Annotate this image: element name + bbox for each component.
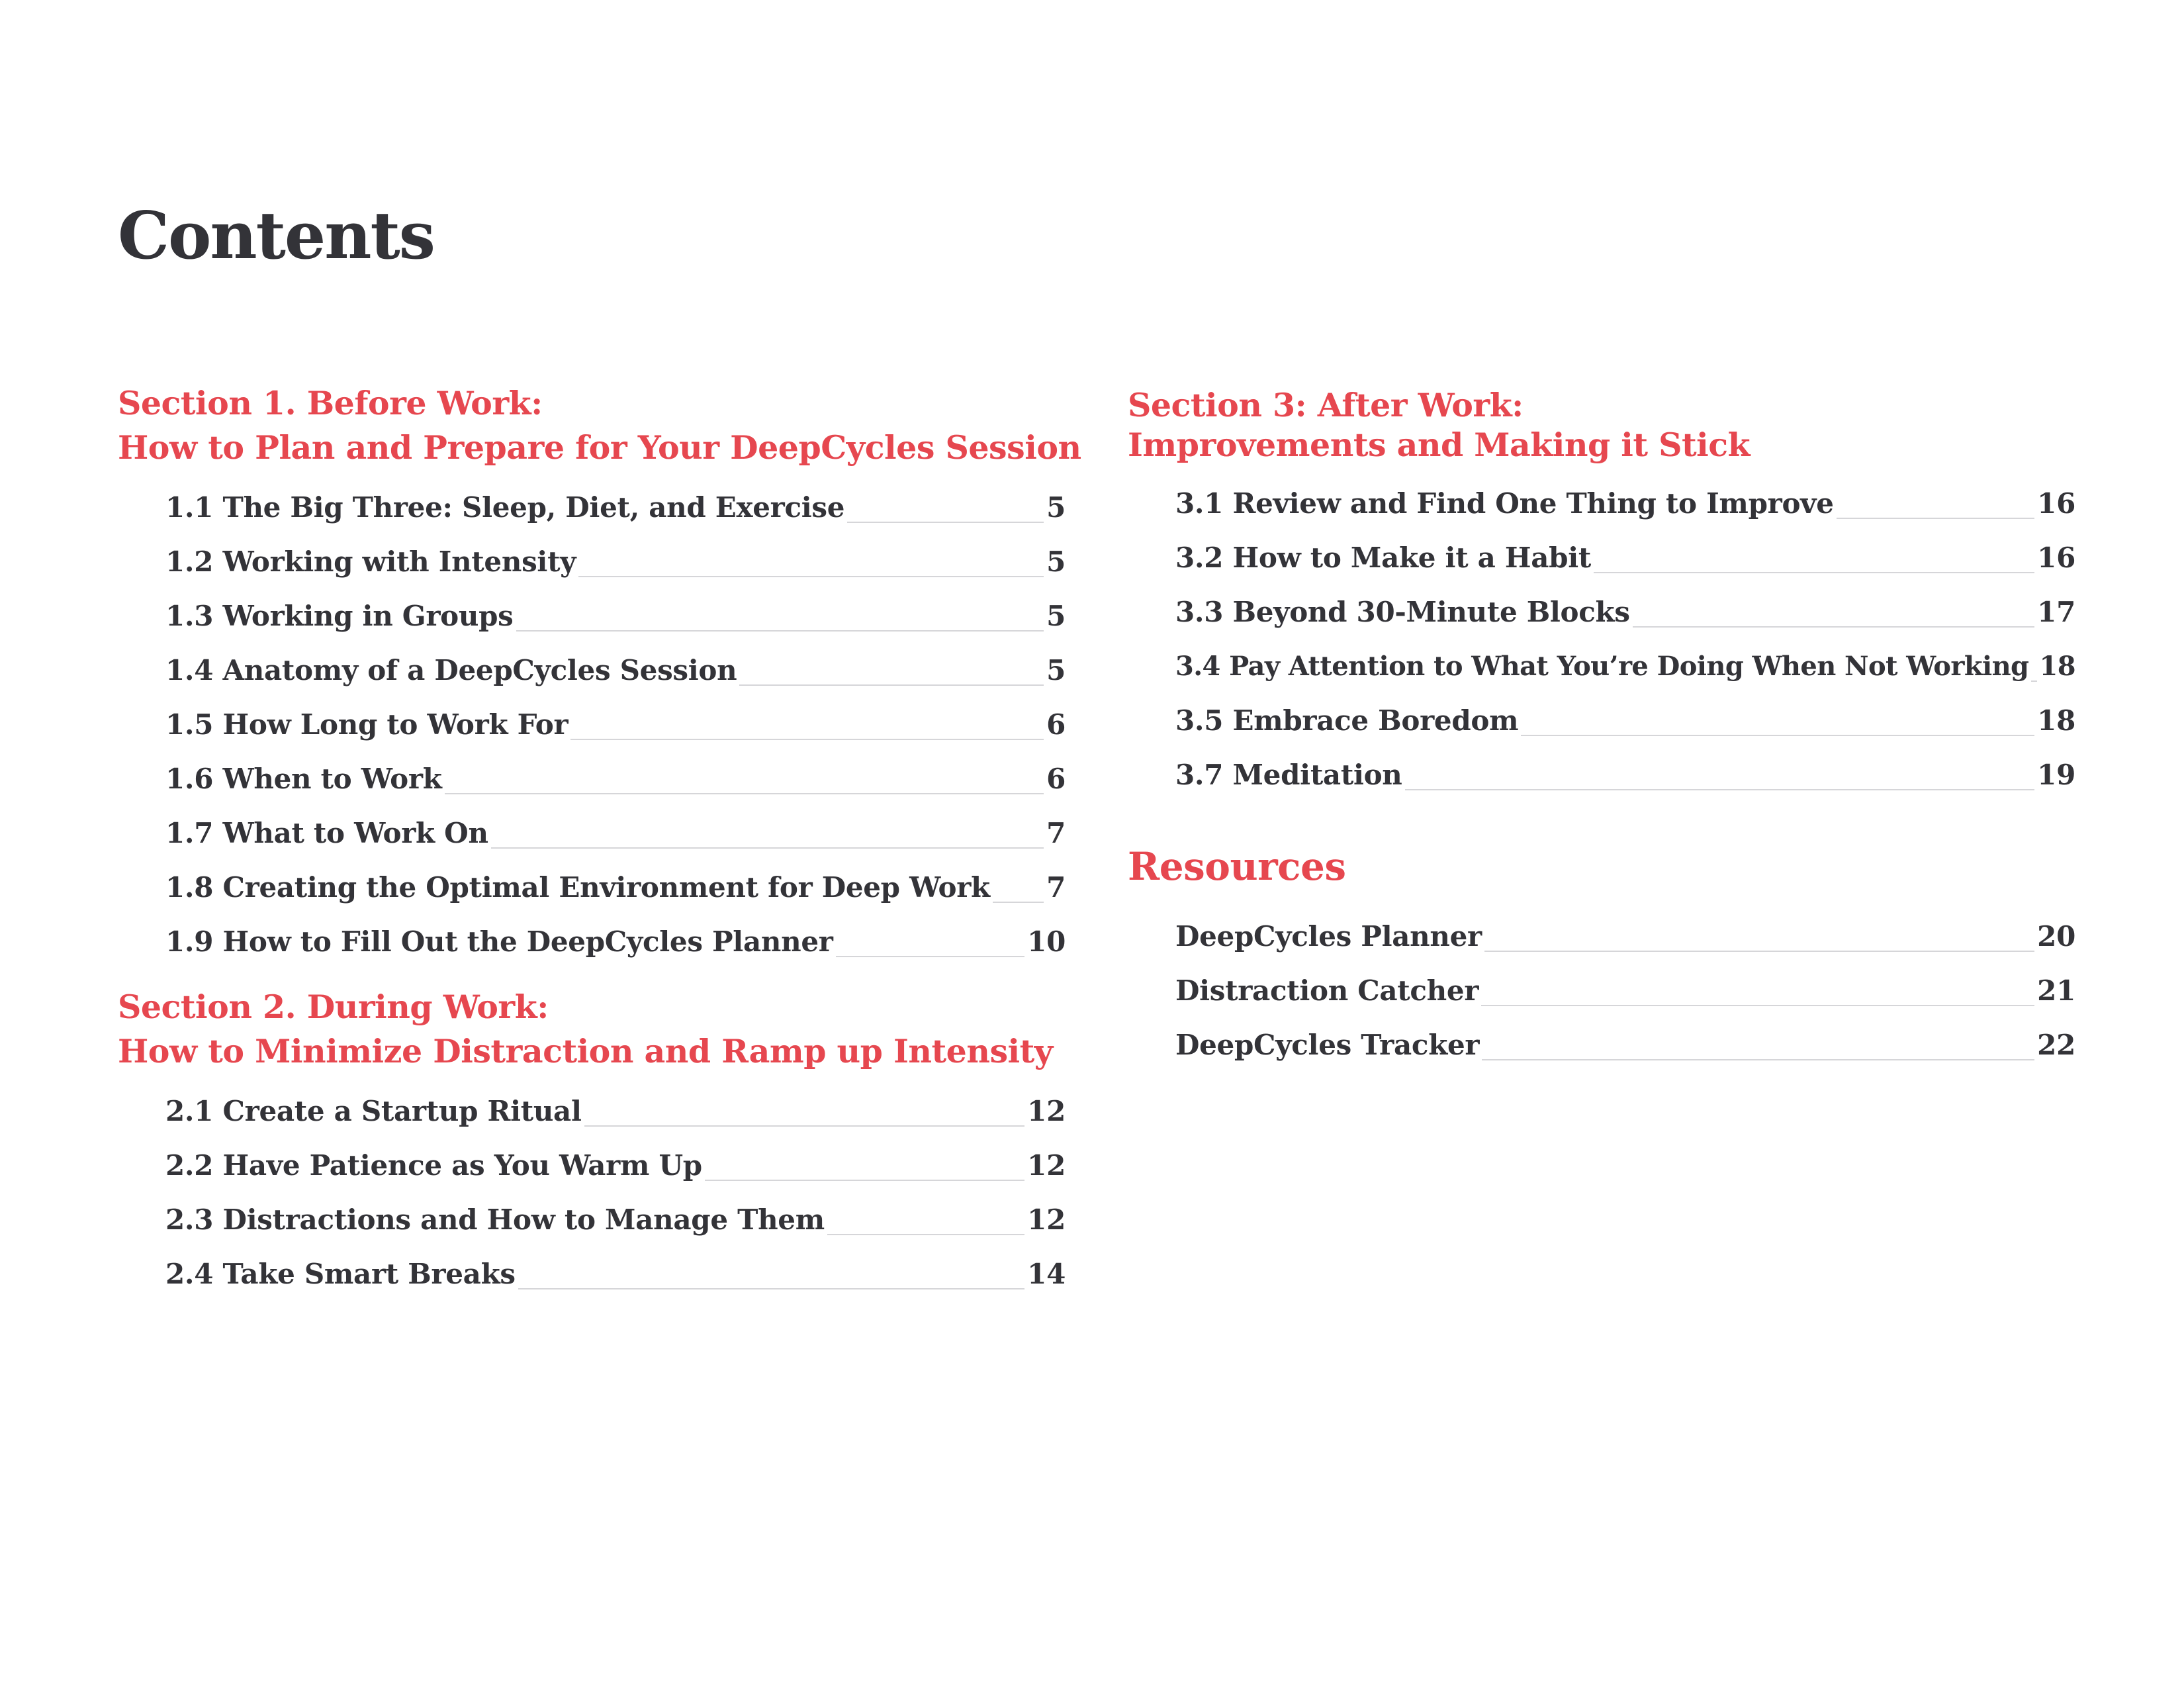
toc-entry-page: 7: [1046, 817, 1066, 849]
toc-entry-page: 5: [1046, 654, 1066, 686]
toc-entry[interactable]: [165, 1136, 1066, 1182]
toc-entry-label: 3.5 Embrace Boredom: [1175, 704, 1519, 737]
toc-entry[interactable]: [1175, 745, 2075, 792]
toc-entry-label: DeepCycles Planner: [1175, 920, 1482, 953]
toc-entry-page: 20: [2037, 920, 2075, 953]
toc-leader-line: [739, 684, 1044, 686]
section-1-title: Section 1. Before Work:: [118, 384, 543, 422]
resources-heading: [1128, 845, 1346, 889]
toc-entry-label: 1.9 How to Fill Out the DeepCycles Planner: [165, 925, 833, 958]
toc-entry[interactable]: [165, 804, 1066, 850]
toc-entry[interactable]: [165, 532, 1066, 579]
toc-entry[interactable]: [165, 912, 1066, 959]
toc-entry-page: 10: [1027, 925, 1066, 958]
toc-entry-page: 14: [1027, 1258, 1066, 1290]
toc-entry-label: 1.7 What to Work On: [165, 817, 488, 849]
section-2-title: Section 2. During Work:: [118, 988, 549, 1026]
toc-leader-line: [827, 1233, 1024, 1235]
toc-entry-page: 6: [1046, 763, 1066, 795]
toc-leader-line: [836, 955, 1025, 957]
toc-entry-page: 18: [2039, 651, 2075, 682]
section-1-heading: [118, 381, 1081, 470]
toc-entry-label: 1.4 Anatomy of a DeepCycles Session: [165, 654, 737, 686]
toc-entry-label: DeepCycles Tracker: [1175, 1029, 1480, 1061]
section-2-heading: [118, 985, 1053, 1074]
section-3-title: Section 3: After Work:: [1128, 386, 1524, 424]
toc-entry-page: 17: [2037, 596, 2075, 628]
toc-entry-page: 21: [2037, 974, 2075, 1007]
toc-entry-page: 5: [1046, 545, 1066, 578]
toc-entry-page: 16: [2037, 487, 2075, 520]
toc-entry[interactable]: [165, 1190, 1066, 1237]
toc-entry-label: 1.1 The Big Three: Sleep, Diet, and Exercise: [165, 491, 845, 524]
toc-entry[interactable]: [1175, 907, 2075, 953]
toc-leader-line: [1521, 734, 2034, 736]
toc-entry-page: 19: [2037, 759, 2075, 791]
toc-leader-line: [2031, 680, 2036, 682]
toc-leader-line: [1482, 1058, 2034, 1060]
toc-entry[interactable]: [1175, 691, 2075, 737]
toc-entry-label: 1.5 How Long to Work For: [165, 708, 569, 741]
toc-entry[interactable]: [165, 695, 1066, 741]
toc-leader-line: [993, 901, 1044, 903]
toc-leader-line: [1837, 517, 2034, 519]
toc-entry-page: 16: [2037, 541, 2075, 574]
toc-entry-page: 22: [2037, 1029, 2075, 1061]
resources-title: Resources: [1128, 844, 1346, 889]
toc-leader-line: [578, 575, 1044, 577]
toc-entry-page: 12: [1027, 1203, 1066, 1236]
toc-entry-page: 12: [1027, 1095, 1066, 1127]
toc-entry[interactable]: [165, 1082, 1066, 1128]
toc-entry-label: 3.3 Beyond 30-Minute Blocks: [1175, 596, 1630, 628]
toc-entry-page: 5: [1046, 600, 1066, 632]
toc-leader-line: [1405, 788, 2035, 790]
toc-entry[interactable]: [1175, 637, 2075, 683]
toc-entry-label: 2.3 Distractions and How to Manage Them: [165, 1203, 825, 1236]
toc-entry-label: Distraction Catcher: [1175, 974, 1479, 1007]
section-3-heading: [1128, 385, 1750, 465]
toc-entry-page: 5: [1046, 491, 1066, 524]
toc-entry-page: 12: [1027, 1149, 1066, 1182]
toc-entry[interactable]: [165, 1244, 1066, 1291]
toc-entry[interactable]: [165, 586, 1066, 633]
toc-entry-page: 7: [1046, 871, 1066, 904]
toc-leader-line: [1594, 571, 2034, 573]
toc-leader-line: [1481, 1004, 2034, 1006]
toc-leader-line: [1484, 950, 2034, 952]
toc-entry-label: 1.6 When to Work: [165, 763, 442, 795]
toc-entry-label: 3.2 How to Make it a Habit: [1175, 541, 1591, 574]
toc-leader-line: [584, 1125, 1025, 1127]
section-1-subtitle: How to Plan and Prepare for Your DeepCycles Session: [118, 428, 1081, 467]
toc-entry[interactable]: [165, 478, 1066, 524]
toc-entry[interactable]: [165, 641, 1066, 687]
section-2-subtitle: How to Minimize Distraction and Ramp up Intensity: [118, 1032, 1053, 1070]
toc-entry[interactable]: [1175, 961, 2075, 1008]
toc-entry-label: 3.4 Pay Attention to What You’re Doing When Not Working: [1175, 651, 2029, 682]
toc-leader-line: [570, 738, 1044, 740]
toc-entry-label: 1.3 Working in Groups: [165, 600, 514, 632]
toc-entry[interactable]: [165, 749, 1066, 796]
toc-entry[interactable]: [165, 858, 1066, 904]
toc-entry[interactable]: [1175, 474, 2075, 520]
toc-leader-line: [518, 1288, 1024, 1289]
toc-entry-page: 6: [1046, 708, 1066, 741]
toc-leader-line: [445, 792, 1044, 794]
toc-entry-label: 2.2 Have Patience as You Warm Up: [165, 1149, 702, 1182]
toc-leader-line: [491, 847, 1044, 849]
toc-leader-line: [1633, 626, 2034, 628]
toc-leader-line: [847, 521, 1044, 523]
section-3-subtitle: Improvements and Making it Stick: [1128, 426, 1751, 464]
toc-entry-label: 1.2 Working with Intensity: [165, 545, 576, 578]
toc-entry-label: 3.7 Meditation: [1175, 759, 1402, 791]
toc-leader-line: [705, 1179, 1024, 1181]
toc-entry-label: 2.4 Take Smart Breaks: [165, 1258, 516, 1290]
toc-entry-label: 3.1 Review and Find One Thing to Improve: [1175, 487, 1834, 520]
toc-entry[interactable]: [1175, 583, 2075, 629]
toc-entry-label: 1.8 Creating the Optimal Environment for Deep Work: [165, 871, 990, 904]
toc-leader-line: [516, 630, 1044, 632]
toc-entry-page: 18: [2037, 704, 2075, 737]
page-title: Contents: [118, 198, 434, 274]
toc-entry[interactable]: [1175, 1015, 2075, 1062]
toc-entry[interactable]: [1175, 528, 2075, 575]
toc-entry-label: 2.1 Create a Startup Ritual: [165, 1095, 582, 1127]
